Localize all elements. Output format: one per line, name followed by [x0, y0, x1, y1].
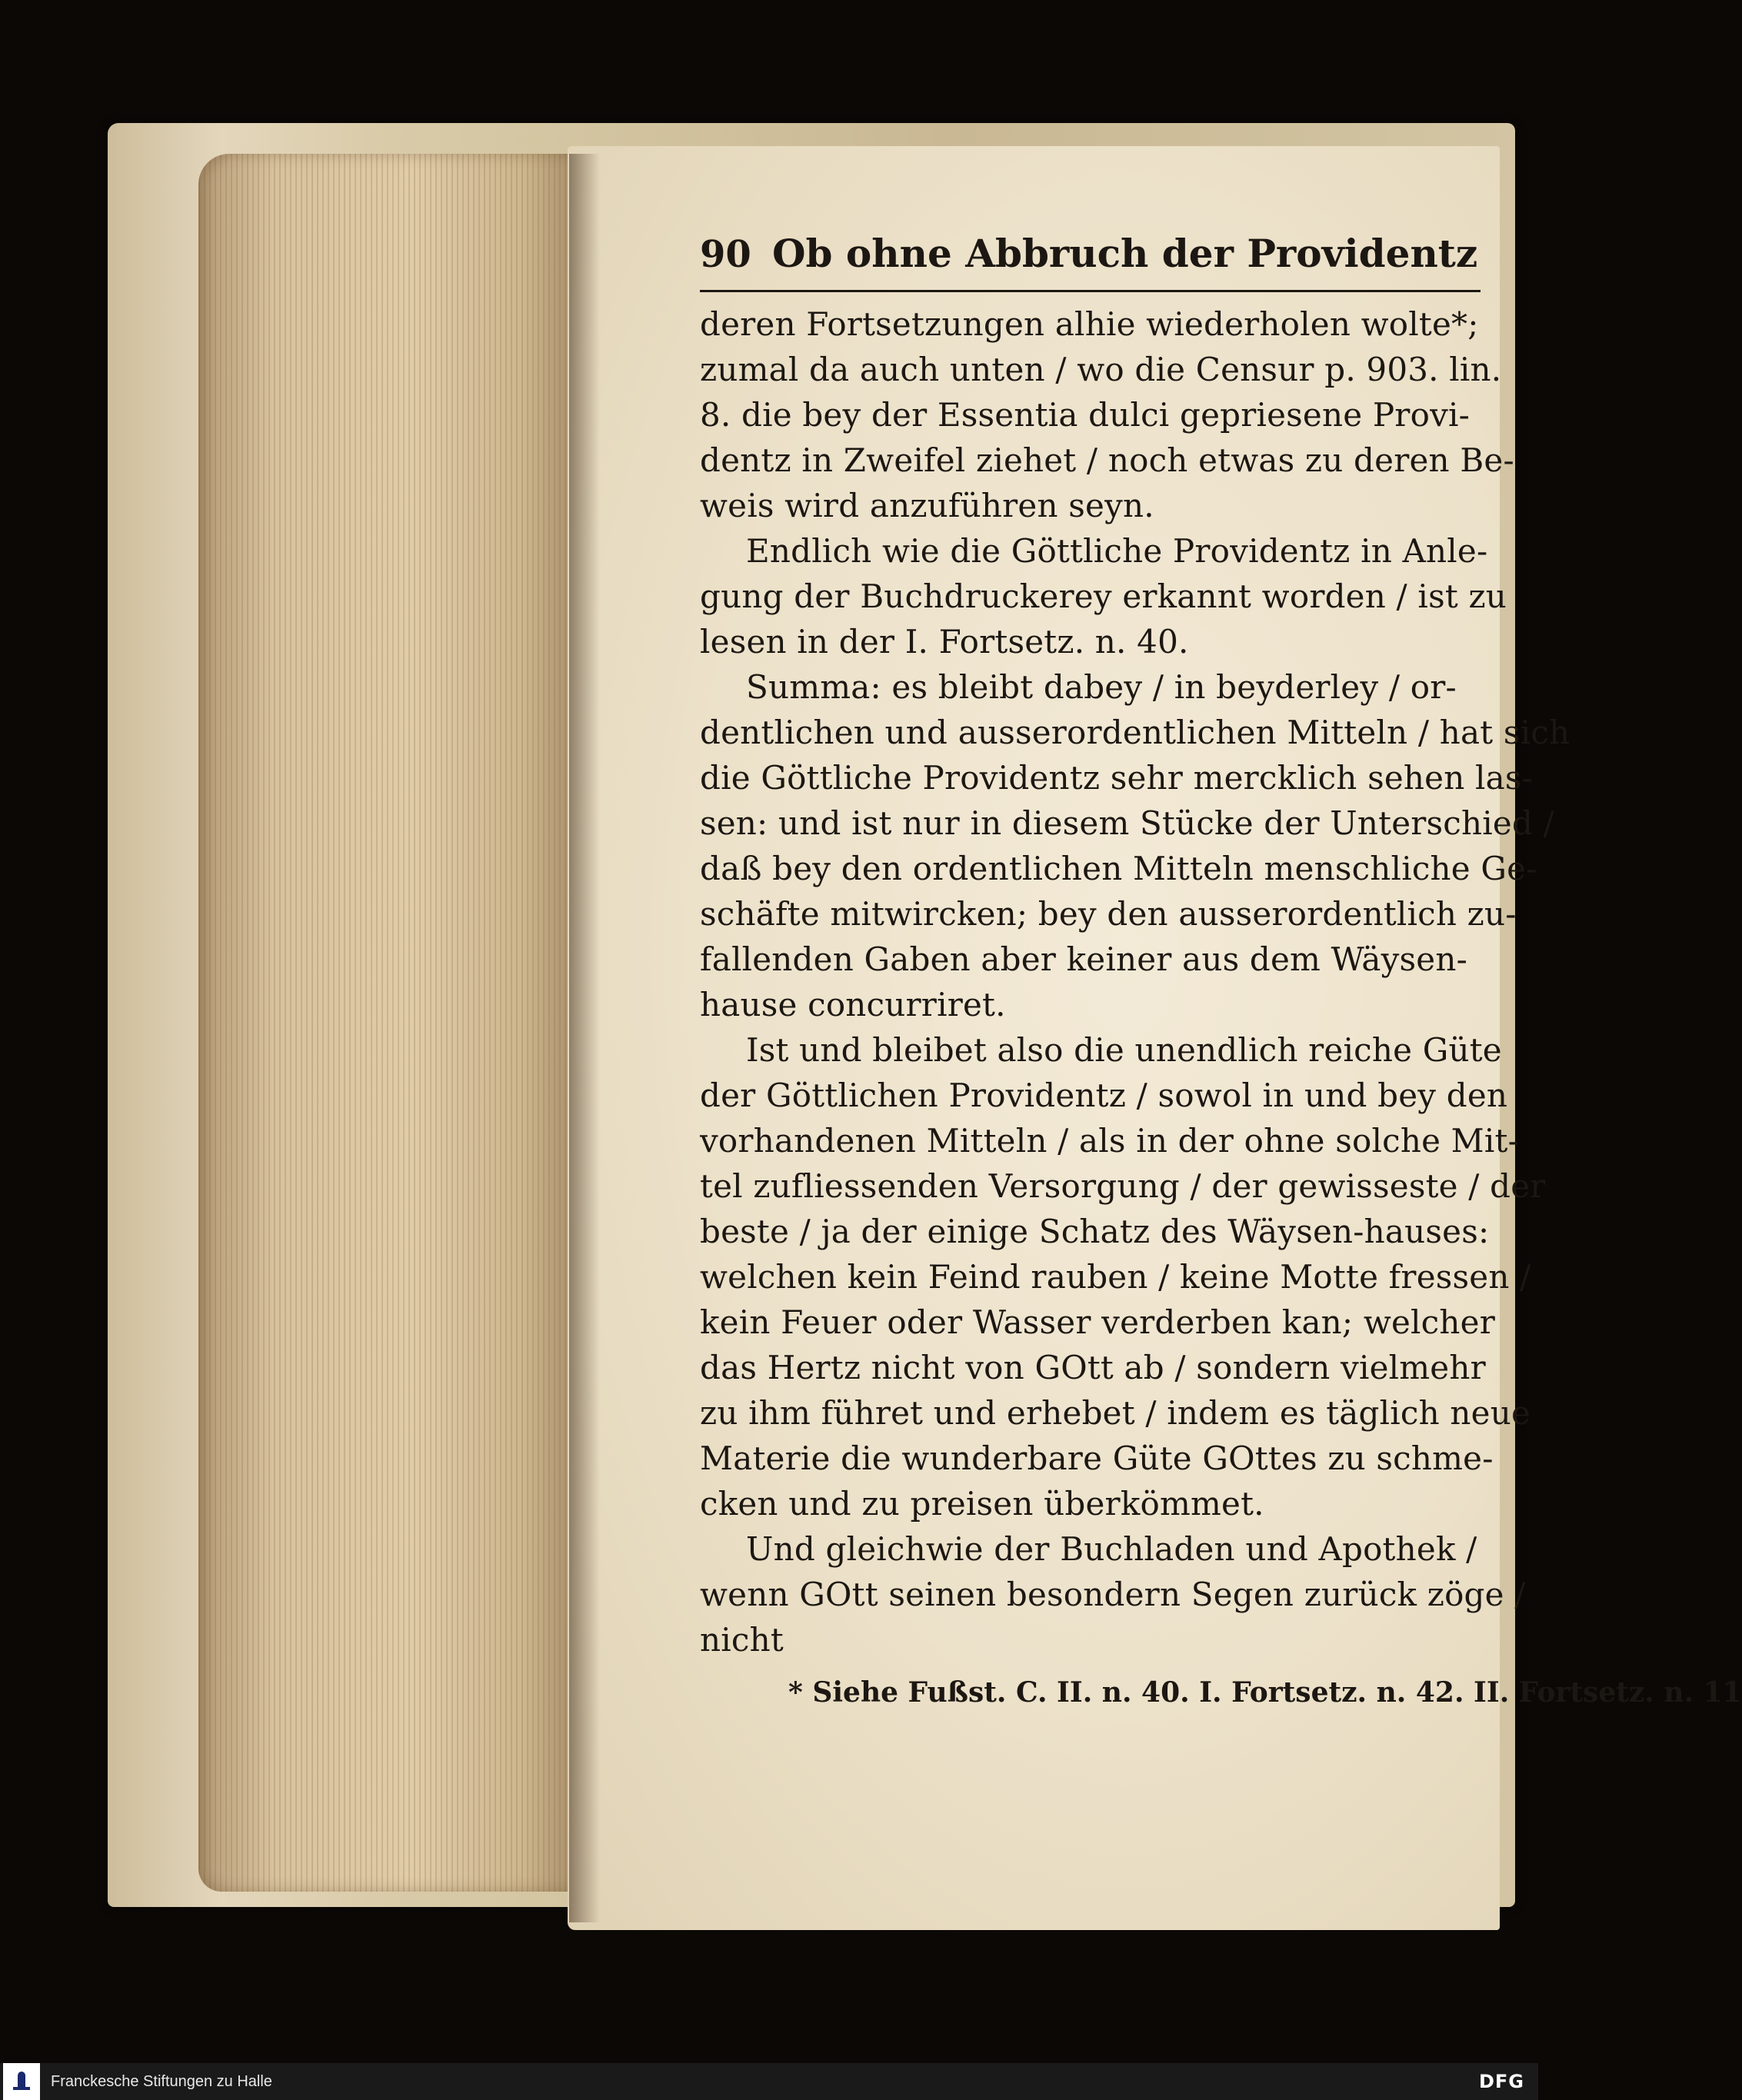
text-line: lesen in der I. Fortsetz. n. 40. [700, 623, 1189, 661]
institution-name: Franckesche Stiftungen zu Halle [51, 2072, 272, 2090]
page-number: 90 [700, 233, 751, 276]
text-line: zumal da auch unten / wo die Censur p. 903. lin. [700, 351, 1502, 388]
credits-bar [0, 2063, 1538, 2100]
text-line: nicht [700, 1621, 784, 1659]
text-line: weis wird anzuführen seyn. [700, 487, 1154, 524]
text-line: fallenden Gaben aber keiner aus dem Wäysen- [700, 940, 1467, 978]
text-line: das Hertz nicht von GOtt ab / sondern vielmehr [700, 1349, 1486, 1386]
dfg-logo: DFG [1478, 2071, 1524, 2092]
running-title: Ob ohne Abbruch der Providentz [772, 231, 1478, 276]
text-line: 8. die bey der Essentia dulci gepriesene Provi- [700, 396, 1471, 434]
gutter-shadow [569, 154, 600, 1922]
text-line: Ist und bleibet also die unendlich reiche Güte [746, 1031, 1502, 1069]
footnote: * Siehe Fußst. C. II. n. 40. I. Fortsetz. n. 42. II. Fortsetz. n. 11 [788, 1676, 1742, 1709]
text-line: zu ihm führet und erhebet / indem es täglich neue [700, 1394, 1530, 1432]
text-line: dentlichen und ausserordentlichen Mitteln / hat sich [700, 714, 1570, 751]
text-line: cken und zu preisen überkömmet. [700, 1485, 1264, 1523]
institution-logo-icon [3, 2063, 40, 2100]
text-line: tel zufliessenden Versorgung / der gewisseste / der [700, 1167, 1546, 1205]
text-line: daß bey den ordentlichen Mitteln menschliche Ge- [700, 850, 1537, 887]
page-header [700, 231, 1504, 290]
text-line: Summa: es bleibt dabey / in beyderley / or- [746, 668, 1457, 706]
text-line: gung der Buchdruckerey erkannt worden / ist zu [700, 577, 1507, 615]
page-text [700, 231, 1570, 1662]
text-line: kein Feuer oder Wasser verderben kan; welcher [700, 1303, 1495, 1341]
text-line: hause concurriret. [700, 986, 1006, 1023]
text-line: der Göttlichen Providentz / sowol in und bey den [700, 1077, 1508, 1114]
text-line: Materie die wunderbare Güte GOttes zu schme- [700, 1439, 1494, 1477]
body-text [700, 301, 1570, 1662]
text-line: vorhandenen Mitteln / als in der ohne solche Mit- [700, 1122, 1519, 1160]
text-line: beste / ja der einige Schatz des Wäysen-hauses: [700, 1213, 1490, 1250]
page-edges [198, 154, 583, 1892]
text-line: deren Fortsetzungen alhie wiederholen wolte*; [700, 305, 1479, 343]
text-line: dentz in Zweifel ziehet / noch etwas zu deren Be- [700, 441, 1514, 479]
text-line: wenn GOtt seinen besondern Segen zurück zöge / [700, 1576, 1526, 1613]
text-line: die Göttliche Providentz sehr mercklich sehen las- [700, 759, 1534, 797]
text-line: Und gleichwie der Buchladen und Apothek / [746, 1530, 1477, 1568]
text-line: sen: und ist nur in diesem Stücke der Unterschied / [700, 804, 1554, 842]
text-line: Endlich wie die Göttliche Providentz in Anle- [746, 532, 1488, 570]
text-line: welchen kein Feind rauben / keine Motte fressen / [700, 1258, 1531, 1296]
header-rule [700, 290, 1481, 292]
text-line: schäfte mitwircken; bey den ausserordentlich zu- [700, 895, 1517, 933]
